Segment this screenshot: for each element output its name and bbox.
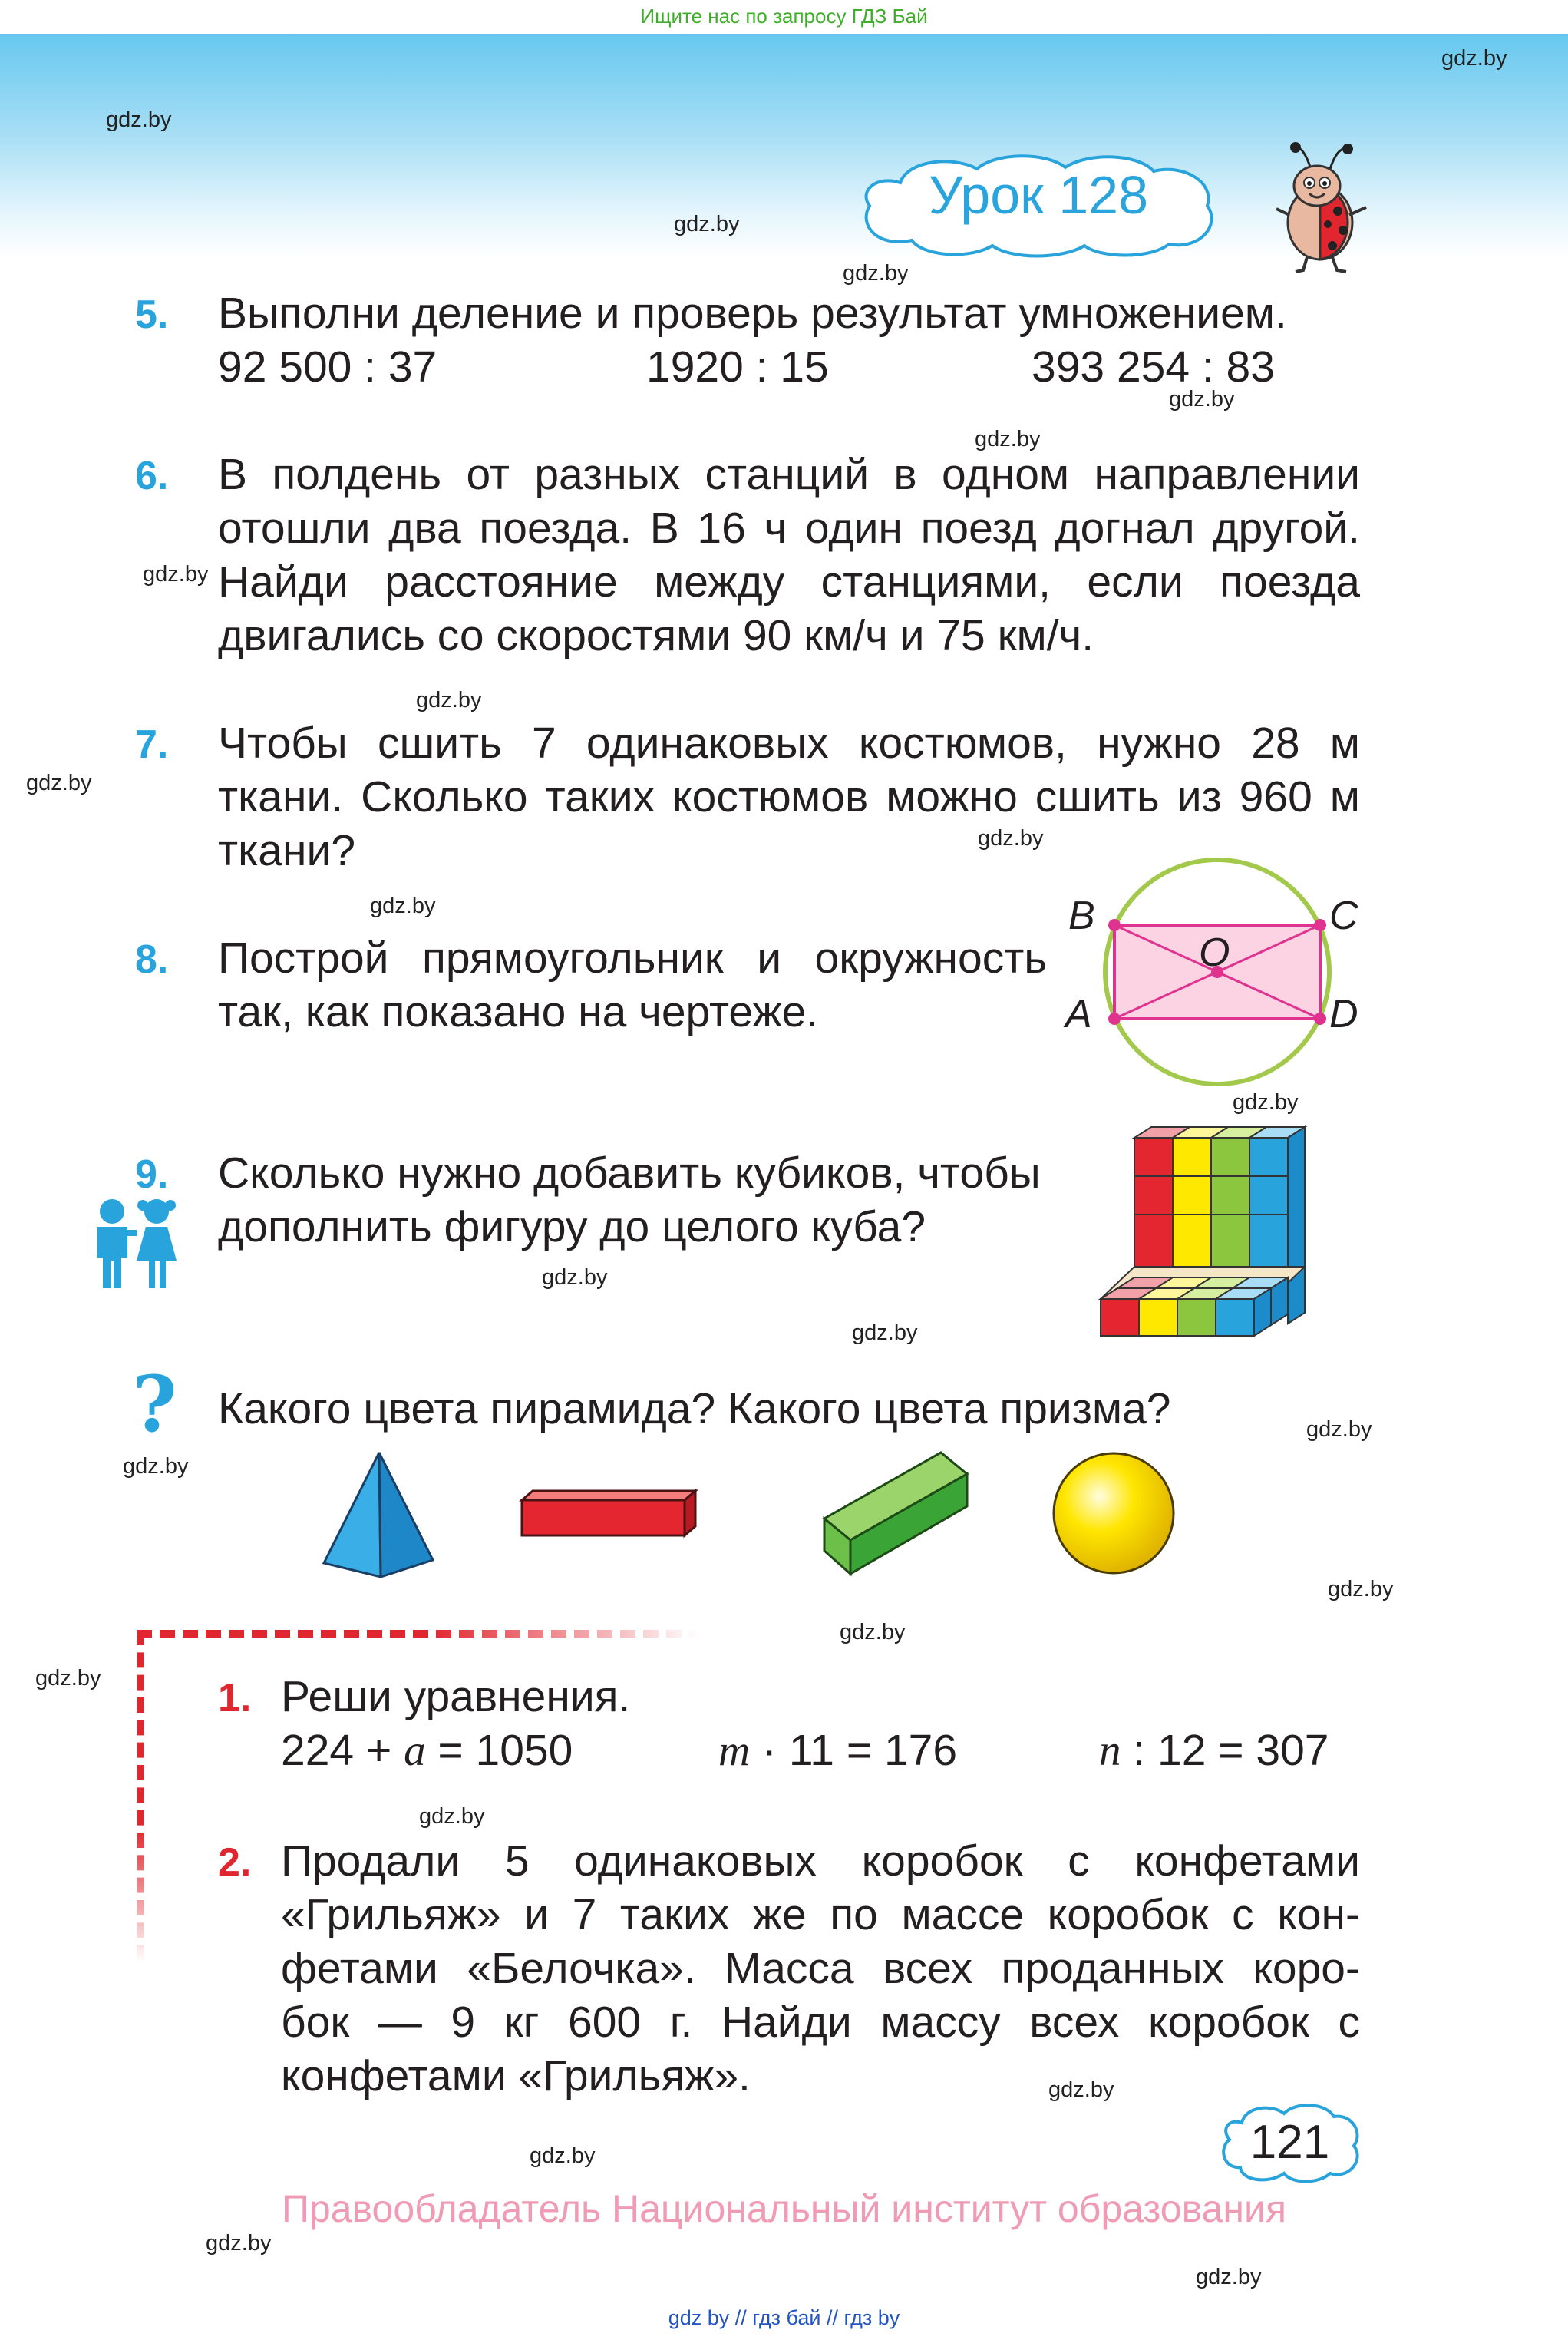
- task-text: ткани?: [218, 826, 356, 875]
- equation-2: m · 11 = 176: [718, 1726, 958, 1775]
- watermark: gdz.by: [840, 1620, 906, 1644]
- homework-text: Реши уравнения.: [281, 1672, 631, 1721]
- top-banner[interactable]: Ищите нас по запросу ГДЗ Бай: [0, 0, 1568, 34]
- task-number: 8.: [135, 937, 169, 982]
- point-label-a: A: [1065, 992, 1092, 1036]
- point-label-d: D: [1329, 992, 1358, 1036]
- watermark: gdz.by: [35, 1666, 101, 1691]
- frame-fade: [130, 1827, 161, 1996]
- watermark: gdz.by: [852, 1320, 918, 1345]
- task-text: дополнить фигуру до целого куба?: [218, 1202, 926, 1251]
- prism-green-shape: [821, 1448, 975, 1578]
- watermark: gdz.by: [416, 688, 482, 712]
- task-expression: 1920 : 15: [646, 342, 829, 392]
- task-text: ткани. Сколько таких костюмов можно сшить из 960 м: [218, 772, 1360, 821]
- copyright-text: Правообладатель Национальный институт образования: [281, 2187, 1287, 2230]
- watermark: gdz.by: [1233, 1090, 1299, 1115]
- pyramid-shape: [321, 1448, 436, 1578]
- watermark: gdz.by: [530, 2143, 596, 2168]
- homework-text: Продали 5 одинаковых коробок с конфетами: [281, 1836, 1360, 1886]
- page-number: 121: [1249, 2116, 1330, 2169]
- lesson-title: Урок 128: [928, 165, 1149, 225]
- watermark: gdz.by: [419, 1804, 485, 1829]
- task-text: двигались со скоростями 90 км/ч и 75 км/ч.: [218, 611, 1094, 660]
- task-number: 7.: [135, 722, 169, 767]
- homework-number: 2.: [218, 1840, 252, 1885]
- homework-text: фетами «Белочка». Масса всех проданных коро-: [281, 1944, 1360, 1993]
- task-text: Сколько нужно добавить кубиков, чтобы: [218, 1149, 1041, 1198]
- point-label-o: O: [1199, 930, 1230, 975]
- watermark: gdz.by: [206, 2231, 272, 2256]
- watermark: gdz.by: [1169, 387, 1235, 411]
- watermark: gdz.by: [143, 562, 209, 587]
- question-mark-icon: [127, 1367, 189, 1443]
- watermark: gdz.by: [975, 427, 1041, 451]
- rectangle-circle-diagram: [1059, 852, 1358, 1098]
- watermark: gdz.by: [843, 261, 909, 286]
- question-text: Какого цвета пирамида? Какого цвета призма?: [218, 1384, 1171, 1433]
- homework-number: 1.: [218, 1676, 252, 1720]
- watermark: gdz.by: [370, 894, 436, 918]
- equation-1: 224 + a = 1050: [281, 1726, 573, 1775]
- prism-red-shape: [519, 1486, 700, 1540]
- watermark: gdz.by: [978, 826, 1044, 851]
- children-pair-icon: [86, 1198, 186, 1290]
- task-number: 9.: [135, 1152, 169, 1197]
- sphere-shape: [1048, 1448, 1179, 1578]
- watermark: gdz.by: [123, 1454, 189, 1479]
- watermark: gdz.by: [106, 107, 172, 132]
- task-number: 5.: [135, 292, 169, 337]
- ladybug-icon: [1273, 138, 1372, 276]
- watermark: gdz.by: [674, 212, 740, 236]
- equation-3: n : 12 = 307: [1099, 1726, 1329, 1775]
- watermark: gdz.by: [1306, 1417, 1372, 1442]
- footer-links[interactable]: gdz by // гдз бай // гдз by: [668, 2306, 900, 2329]
- task-text: Найди расстояние между станциями, если поезда: [218, 557, 1360, 606]
- task-text: Построй прямоугольник и окружность: [218, 934, 1047, 983]
- cubes-figure: [1090, 1121, 1312, 1351]
- watermark: gdz.by: [1441, 46, 1507, 71]
- task-number: 6.: [135, 454, 169, 498]
- task-expression: 393 254 : 83: [1032, 342, 1275, 392]
- point-label-b: B: [1068, 894, 1095, 938]
- task-text: Чтобы сшить 7 одинаковых костюмов, нужно 28 м: [218, 719, 1360, 768]
- watermark: gdz.by: [1048, 2077, 1114, 2102]
- task-expression: 92 500 : 37: [218, 342, 437, 392]
- watermark: gdz.by: [1328, 1577, 1394, 1601]
- task-text: так, как показано на чертеже.: [218, 987, 819, 1036]
- homework-text: «Грильяж» и 7 таких же по массе коробок с кон-: [281, 1890, 1360, 1939]
- task-text: отошли два поезда. В 16 ч один поезд догнал другой.: [218, 504, 1360, 553]
- homework-text: конфетами «Грильяж».: [281, 2051, 751, 2100]
- homework-text: бок — 9 кг 600 г. Найди массу всех коробок с: [281, 1998, 1360, 2047]
- frame-fade: [430, 1620, 814, 1651]
- task-text: Выполни деление и проверь результат умножением.: [218, 289, 1287, 338]
- watermark: gdz.by: [1196, 2265, 1262, 2289]
- watermark: gdz.by: [26, 771, 92, 795]
- watermark: gdz.by: [542, 1265, 608, 1290]
- svg-text:?: ?: [132, 1367, 177, 1443]
- task-text: В полдень от разных станций в одном направлении: [218, 450, 1360, 499]
- point-label-c: C: [1329, 894, 1358, 938]
